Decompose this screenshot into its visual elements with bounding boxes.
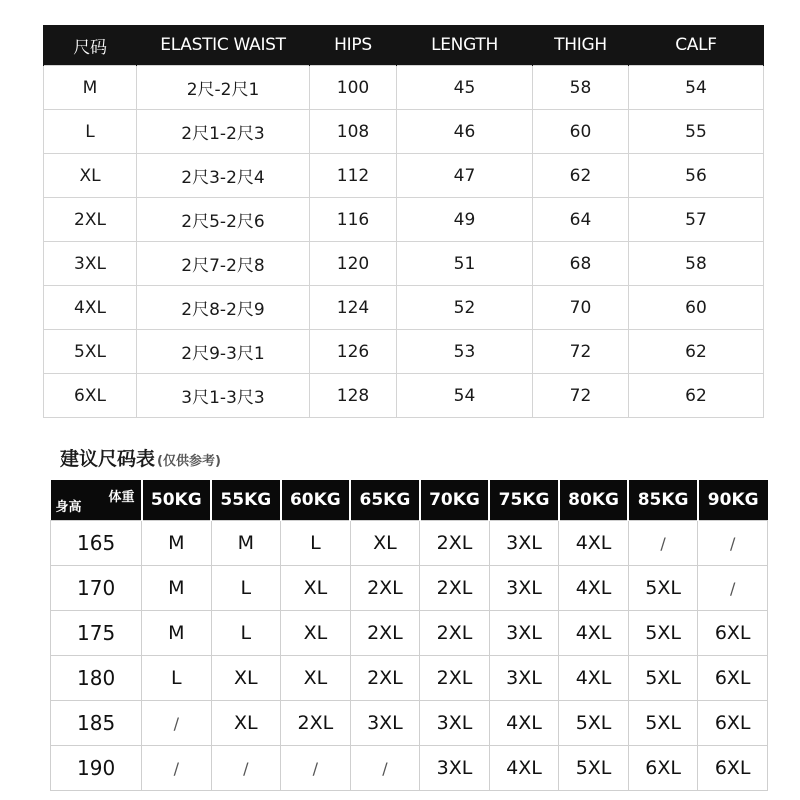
weight-header-row [51, 480, 768, 521]
size-cell: 2XL [350, 566, 420, 611]
size-table-header-cell: CALF [629, 25, 764, 66]
size-cell: M [142, 566, 212, 611]
table-cell: 2XL [44, 198, 137, 242]
table-cell: 4XL [44, 286, 137, 330]
table-cell: 58 [629, 242, 764, 286]
size-cell: 6XL [698, 611, 768, 656]
size-cell: 6XL [698, 746, 768, 791]
weight-header-cell: 90KG [698, 480, 768, 521]
table-cell: 128 [310, 374, 397, 418]
corner-height-label: 身高 [55, 500, 82, 515]
table-cell: 62 [629, 374, 764, 418]
size-cell: M [142, 521, 212, 566]
table-row [51, 656, 768, 701]
weight-header-cell: 75KG [489, 480, 559, 521]
height-cell: 175 [51, 611, 142, 656]
size-cell: 2XL [420, 611, 490, 656]
size-table-header-cell: 尺码 [44, 25, 137, 66]
table-cell: 60 [629, 286, 764, 330]
table-cell: 108 [310, 110, 397, 154]
size-cell: M [142, 611, 212, 656]
table-cell: 54 [397, 374, 533, 418]
table-cell: 100 [310, 66, 397, 110]
table-cell: 49 [397, 198, 533, 242]
table-cell: 3尺1-3尺3 [137, 374, 310, 418]
size-table-header-cell: ELASTIC WAIST [137, 25, 310, 66]
table-row [44, 66, 764, 110]
size-cell: XL [211, 701, 281, 746]
size-cell: 2XL [420, 521, 490, 566]
size-cell: / [350, 746, 420, 791]
size-measurement-table [43, 25, 764, 418]
table-row [51, 566, 768, 611]
size-table-header-cell: THIGH [533, 25, 629, 66]
table-cell: 2尺9-3尺1 [137, 330, 310, 374]
size-cell: 4XL [559, 656, 629, 701]
weight-header-cell: 60KG [281, 480, 351, 521]
table-cell: M [44, 66, 137, 110]
table-cell: 5XL [44, 330, 137, 374]
recommended-size-table [50, 480, 768, 791]
size-table-header-cell: LENGTH [397, 25, 533, 66]
table-cell: 2尺1-2尺3 [137, 110, 310, 154]
table-cell: 55 [629, 110, 764, 154]
table-cell: 2尺7-2尺8 [137, 242, 310, 286]
size-cell: 4XL [489, 701, 559, 746]
size-cell: 4XL [559, 566, 629, 611]
size-cell: XL [281, 656, 351, 701]
size-cell: 3XL [420, 746, 490, 791]
table-row [44, 286, 764, 330]
size-cell: M [211, 521, 281, 566]
size-cell: / [698, 566, 768, 611]
table-cell: 120 [310, 242, 397, 286]
height-cell: 190 [51, 746, 142, 791]
table-cell: 62 [629, 330, 764, 374]
table-cell: 72 [533, 374, 629, 418]
size-cell: 3XL [489, 611, 559, 656]
recommend-caption [60, 444, 221, 471]
height-cell: 180 [51, 656, 142, 701]
table-cell: 46 [397, 110, 533, 154]
table-cell: 64 [533, 198, 629, 242]
table-cell: 52 [397, 286, 533, 330]
size-cell: L [281, 521, 351, 566]
size-cell: XL [350, 521, 420, 566]
table-cell: 53 [397, 330, 533, 374]
table-cell: 2尺3-2尺4 [137, 154, 310, 198]
size-cell: 3XL [420, 701, 490, 746]
weight-header-cell: 55KG [211, 480, 281, 521]
size-cell: 3XL [489, 521, 559, 566]
size-cell: 6XL [698, 701, 768, 746]
size-cell: / [281, 746, 351, 791]
table-cell: 58 [533, 66, 629, 110]
size-cell: 5XL [628, 566, 698, 611]
size-cell: 2XL [420, 566, 490, 611]
size-cell: / [628, 521, 698, 566]
table-cell: 2尺-2尺1 [137, 66, 310, 110]
table-row [44, 374, 764, 418]
size-cell: 5XL [628, 701, 698, 746]
height-cell: 185 [51, 701, 142, 746]
table-cell: 126 [310, 330, 397, 374]
table-cell: 116 [310, 198, 397, 242]
table-cell: L [44, 110, 137, 154]
size-cell: XL [211, 656, 281, 701]
recommend-subtitle: (仅供参考) [157, 454, 221, 469]
table-cell: 57 [629, 198, 764, 242]
recommend-title: 建议尺码表 [60, 448, 156, 470]
size-cell: 2XL [350, 611, 420, 656]
corner-weight-label: 体重 [108, 490, 135, 505]
size-cell: / [142, 746, 212, 791]
table-cell: XL [44, 154, 137, 198]
table-cell: 68 [533, 242, 629, 286]
size-cell: 4XL [489, 746, 559, 791]
size-cell: 2XL [281, 701, 351, 746]
size-table-header-row [44, 25, 764, 66]
size-cell: XL [281, 611, 351, 656]
size-cell: XL [281, 566, 351, 611]
size-cell: L [211, 566, 281, 611]
weight-header-cell: 85KG [628, 480, 698, 521]
size-table-header-cell: HIPS [310, 25, 397, 66]
size-cell: 5XL [559, 701, 629, 746]
size-cell: 4XL [559, 521, 629, 566]
table-cell: 3XL [44, 242, 137, 286]
weight-header-cell: 70KG [420, 480, 490, 521]
weight-header-cell: 50KG [142, 480, 212, 521]
table-row [51, 701, 768, 746]
size-cell: L [211, 611, 281, 656]
table-cell: 2尺8-2尺9 [137, 286, 310, 330]
table-row [44, 110, 764, 154]
size-cell: / [698, 521, 768, 566]
table-cell: 112 [310, 154, 397, 198]
table-row [44, 198, 764, 242]
table-row [44, 242, 764, 286]
size-cell: 3XL [489, 566, 559, 611]
size-cell: 3XL [489, 656, 559, 701]
size-cell: 2XL [420, 656, 490, 701]
size-cell: 5XL [628, 656, 698, 701]
table-row [51, 521, 768, 566]
table-cell: 72 [533, 330, 629, 374]
size-cell: 3XL [350, 701, 420, 746]
size-cell: L [142, 656, 212, 701]
table-cell: 51 [397, 242, 533, 286]
table-row [44, 154, 764, 198]
table-cell: 56 [629, 154, 764, 198]
weight-header-cell: 65KG [350, 480, 420, 521]
table-cell: 70 [533, 286, 629, 330]
size-cell: 2XL [350, 656, 420, 701]
size-cell: 4XL [559, 611, 629, 656]
table-row [44, 330, 764, 374]
size-cell: 6XL [628, 746, 698, 791]
size-cell: 6XL [698, 656, 768, 701]
table-row [51, 611, 768, 656]
table-cell: 60 [533, 110, 629, 154]
table-cell: 6XL [44, 374, 137, 418]
size-cell: 5XL [628, 611, 698, 656]
weight-header-cell: 80KG [559, 480, 629, 521]
table-cell: 124 [310, 286, 397, 330]
size-cell: / [211, 746, 281, 791]
corner-header-cell [51, 480, 142, 521]
table-cell: 47 [397, 154, 533, 198]
table-cell: 45 [397, 66, 533, 110]
size-cell: / [142, 701, 212, 746]
table-cell: 62 [533, 154, 629, 198]
size-cell: 5XL [559, 746, 629, 791]
table-cell: 54 [629, 66, 764, 110]
table-row [51, 746, 768, 791]
height-cell: 170 [51, 566, 142, 611]
table-cell: 2尺5-2尺6 [137, 198, 310, 242]
height-cell: 165 [51, 521, 142, 566]
